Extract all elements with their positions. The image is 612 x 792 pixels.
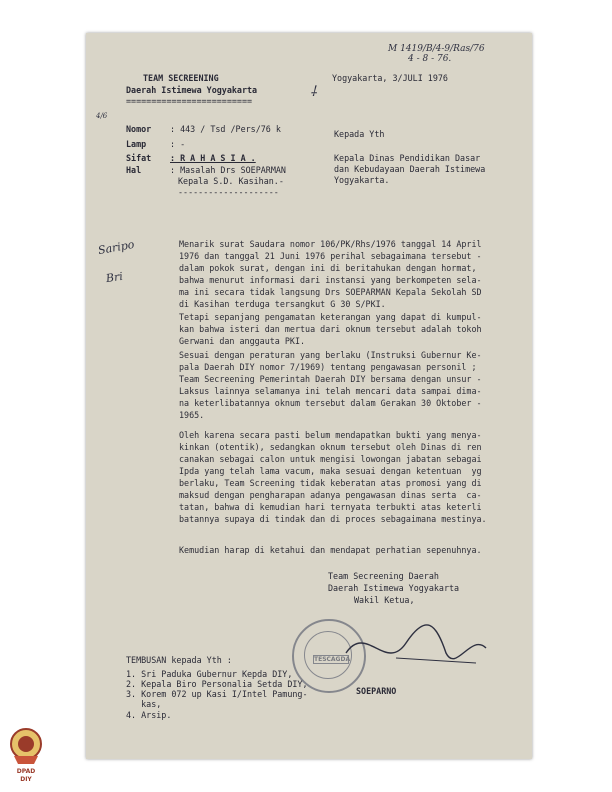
handwritten-reference: M 1419/B/4-9/Ras/76 <box>388 44 485 54</box>
letter-page <box>86 33 532 759</box>
margin-note-1: Saripo <box>97 237 136 258</box>
org-region: Daerah Istimewa Yogyakarta <box>126 85 258 95</box>
hal-underline: -------------------- <box>178 187 279 197</box>
body-line: Sesuai dengan peraturan yang berlaku (Instruksi Gubernur Ke- <box>179 350 482 360</box>
stamp-text: TESCAGDA <box>314 656 351 663</box>
sifat-value: : R A H A S I A . <box>170 153 256 163</box>
cc-item: kas, <box>126 699 162 709</box>
body-line: kan bahwa isteri dan mertua dari oknum tersebut adalah tokoh <box>179 324 482 334</box>
body-line: tatan, bahwa di kemudian hari ternyata terbukti atas keterli <box>179 502 482 512</box>
recipient-line-2: dan Kebudayaan Daerah Istimewa <box>334 164 486 174</box>
signature-org: Team Secreening Daerah <box>328 571 439 581</box>
body-line: Team Secreening Pemerintah Daerah DIY bersama dengan unsur - <box>179 374 482 384</box>
dpad-logo-icon <box>8 726 44 766</box>
handwritten-date: 4 - 8 - 76. <box>408 54 452 64</box>
cc-item: 1. Sri Paduka Gubernur Kepda DIY, <box>126 669 293 679</box>
place-date: Yogyakarta, 3/JULI 1976 <box>332 73 448 83</box>
hal-label: Hal <box>126 165 142 175</box>
signature-title: Wakil Ketua, <box>354 595 415 605</box>
body-line: na keterlibatannya oknum tersebut dalam Gerakan 30 Oktober - <box>179 398 482 408</box>
sifat-label: Sifat <box>126 153 152 163</box>
body-line: 1965. <box>179 410 205 420</box>
recipient-line-3: Yogyakarta. <box>334 175 390 185</box>
margin-side-mark: 4/6 <box>96 112 108 120</box>
handwritten-signature <box>336 613 506 683</box>
body-line: dalam pokok surat, dengan ini di beritahukan dengan hormat, <box>179 263 477 273</box>
body-line: 1976 dan tanggal 21 Juni 1976 perihal sebagaimana tersebut - <box>179 251 482 261</box>
body-line: pala Daerah DIY nomor 7/1969) tentang pengawasan personil ; <box>179 362 477 372</box>
signature-region: Daerah Istimewa Yogyakarta <box>328 583 460 593</box>
body-line: bahwa menurut informasi dari instansi yang berkompeten sela- <box>179 275 482 285</box>
cc-item: 4. Arsip. <box>126 710 172 720</box>
handwritten-mark: ⸸ <box>310 84 317 100</box>
margin-note-2: Bri <box>105 269 124 286</box>
body-line: Gerwani dan anggauta PKI. <box>179 336 306 346</box>
hal-value-2: Kepala S.D. Kasihan.- <box>178 176 284 186</box>
nomor-value: : 443 / Tsd /Pers/76 k <box>170 124 281 134</box>
signatory-name: SOEPARNO <box>356 686 397 696</box>
recipient-line-1: Kepala Dinas Pendidikan Dasar <box>334 153 481 163</box>
nomor-label: Nomor <box>126 124 152 134</box>
org-name: TEAM SECREENING <box>143 73 219 83</box>
body-line: kinkan (otentik), sedangkan oknum tersebut oleh Dinas di ren <box>179 442 482 452</box>
dpad-logo-text: DPAD DIY <box>16 768 36 783</box>
recipient-greeting: Kepada Yth <box>334 129 385 139</box>
body-line: Oleh karena secara pasti belum mendapatkan bukti yang menya- <box>179 430 482 440</box>
org-underline: ========================= <box>126 96 253 106</box>
body-line: Laksus lainnya selamanya ini telah mencari data sampai dima- <box>179 386 482 396</box>
lamp-value: : - <box>170 139 186 149</box>
body-line: Ipda yang telah lama vacum, maka sesuai dengan ketentuan yg <box>179 466 482 476</box>
body-line: Kemudian harap di ketahui dan mendapat perhatian sepenuhnya. <box>179 545 482 555</box>
body-line: ma ini secara tidak langsung Drs SOEPARMAN Kepala Sekolah SD <box>179 287 482 297</box>
body-line: maksud dengan pengharapan adanya pengawasan dinas serta ca- <box>179 490 482 500</box>
body-line: canakan sebagai calon untuk mengisi lowongan jabatan sebagai <box>179 454 482 464</box>
body-line: di Kasihan terduga tersangkut G 30 S/PKI. <box>179 299 386 309</box>
lamp-label: Lamp <box>126 139 147 149</box>
cc-item: 3. Korem 072 up Kasi I/Intel Pamung- <box>126 689 308 699</box>
hal-value: : Masalah Drs SOEPARMAN <box>170 165 286 175</box>
cc-heading: TEMBUSAN kepada Yth : <box>126 655 232 665</box>
cc-item: 2. Kepala Biro Personalia Setda DIY, <box>126 679 308 689</box>
body-line: batannya supaya di tindak dan di proces sebagaimana mestinya. <box>179 514 487 524</box>
body-line: Tetapi sepanjang pengamatan keterangan yang dapat di kumpul- <box>179 312 482 322</box>
body-line: Menarik surat Saudara nomor 106/PK/Rhs/1976 tanggal 14 April <box>179 239 482 249</box>
body-line: berlaku, Team Screening tidak keberatan atas promosi yang di <box>179 478 482 488</box>
